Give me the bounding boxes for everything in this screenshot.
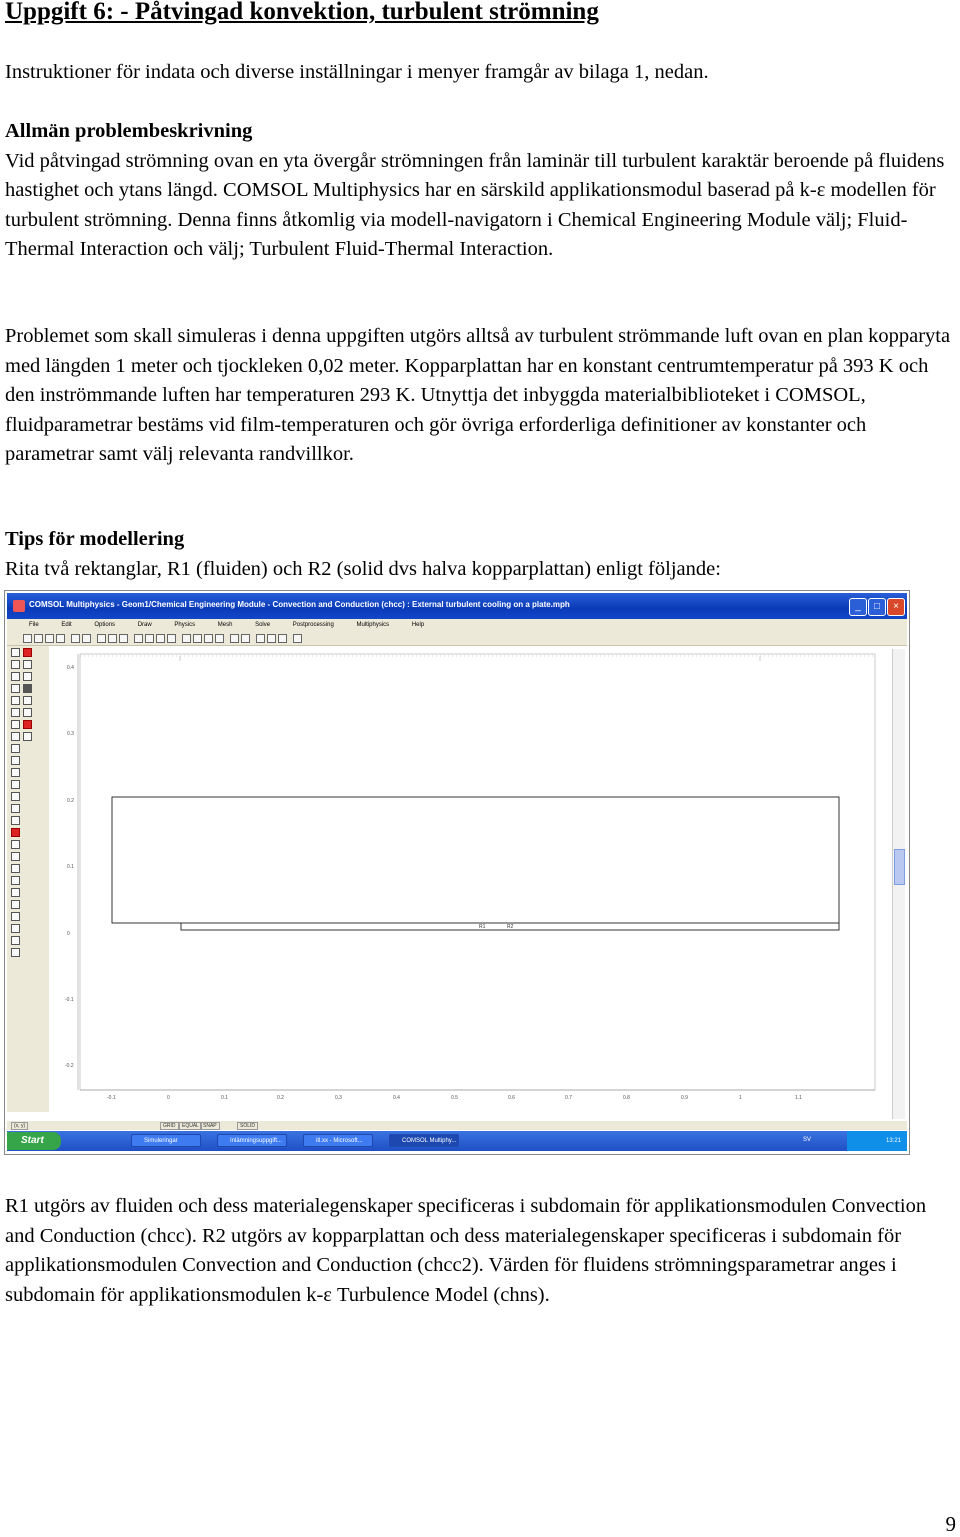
menu-file[interactable]: File [29,622,39,628]
menu-multiphysics[interactable]: Multiphysics [356,622,390,628]
zoom-out-icon[interactable] [267,634,276,643]
undo-icon[interactable] [71,634,80,643]
x-tick-label: 1 [739,1095,742,1101]
start-button[interactable]: Start [7,1132,61,1150]
grid-toggle[interactable]: GRID [160,1122,179,1130]
grid-settings-icon[interactable] [11,888,20,897]
x-tick-label: 0.1 [221,1095,228,1101]
fillet-icon[interactable] [11,852,20,861]
subdomain-mode-icon[interactable] [167,634,176,643]
x-tick-label: -0.1 [107,1095,116,1101]
solid-icon[interactable] [23,684,32,693]
help-icon[interactable] [293,634,302,643]
problem-description-section [5,117,957,265]
taskbar-item[interactable]: COMSOL Multiphy... [389,1134,459,1147]
difference-icon[interactable] [11,732,20,741]
menu-draw[interactable]: Draw [137,622,152,628]
plot-parameters-icon[interactable] [241,634,250,643]
menu-help[interactable]: Help [411,622,425,628]
problem-paragraph: Problemet som skall simuleras i denna uppgiften utgörs alltså av turbulent strömmande luft ovan en plan kopparyta med längden 1 meter och tjockleken 0,02 meter. Kopparplattan har en konstant centrumtemperatur på 393 K och den inströmmande luften har temperaturen 293 K. Utnyttja det inbyggda materialbiblioteket i COMSOL, fluidparametrar bestäms vid film-temperaturen och gör övriga erforderliga definitioner av konstanter och parametrar samt välj relevanta randvillkor. [5,325,951,465]
copy-object-icon[interactable] [11,780,20,789]
print-icon[interactable] [56,634,65,643]
arc-icon[interactable] [23,708,32,717]
save-icon[interactable] [45,634,54,643]
subdomain-paragraph: R1 utgörs av fluiden och dess materialegenskaper specificeras i subdomain för applikationsmodulen Convection and Conduction (chcc). R2 utgörs av kopparplattan och dess materialegenskaper specificeras i subdomain för applikationsmodulen Convection and Conduction (chcc2). Värden för fluidens strömningsparametrar anges i subdomain för applikationsmodulen k-ε Turbulence Model (chns). [5,1195,927,1306]
circle-icon[interactable] [23,672,32,681]
menu-bar [7,619,907,631]
r2-label: R2 [507,924,514,930]
point-icon[interactable] [11,696,20,705]
cut-icon[interactable] [97,634,106,643]
comsol-screenshot [4,590,910,1155]
snap-toggle[interactable]: SNAP [200,1122,220,1130]
maximize-button[interactable]: □ [868,598,886,616]
x-tick-label: 0.8 [623,1095,630,1101]
system-tray [847,1131,907,1151]
plot-icon[interactable] [230,634,239,643]
page-title: Uppgift 6: - Påtvingad konvektion, turbulent strömning [5,0,599,25]
ellipse-icon[interactable] [11,672,20,681]
equal-toggle[interactable]: EQUAL [179,1122,202,1130]
paste-icon[interactable] [119,634,128,643]
intro-paragraph: Instruktioner för indata och diverse inställningar i menyer framgår av bilaga 1, nedan. [5,61,709,83]
curve-icon[interactable] [11,708,20,717]
language-indicator[interactable]: SV [802,1137,811,1143]
y-tick-label: 0.2 [67,798,74,804]
comsol-app-icon [13,600,25,612]
page-number: 9 [945,1512,956,1536]
menu-options[interactable]: Options [94,622,116,628]
move-icon[interactable] [11,792,20,801]
rotate-icon[interactable] [11,804,20,813]
line-icon[interactable] [23,696,32,705]
zoom-extents-icon[interactable] [278,634,287,643]
union-icon[interactable] [11,720,20,729]
boundary-mode-icon[interactable] [156,634,165,643]
y-tick-label: 0.4 [67,665,74,671]
taskbar-item[interactable]: Simuleringar [131,1134,201,1147]
window-titlebar [7,593,907,619]
menu-solve[interactable]: Solve [255,622,271,628]
x-tick-label: 0.4 [393,1095,400,1101]
delete-icon[interactable] [11,828,20,837]
restart-icon[interactable] [215,634,224,643]
draw-mode-icon[interactable] [134,634,143,643]
compose-icon[interactable] [23,732,32,741]
split-icon[interactable] [11,756,20,765]
ellipse-center-icon[interactable] [11,684,20,693]
vertical-scrollbar[interactable] [892,649,905,1119]
revolve-icon[interactable] [11,936,20,945]
intersection-icon[interactable] [23,720,32,729]
redo-icon[interactable] [82,634,91,643]
draw-toolbar [7,646,49,1112]
solve-icon[interactable] [204,634,213,643]
coordinate-readout: (x, y) [11,1122,28,1130]
red-square-icon[interactable] [23,648,32,657]
section-body: Rita två rektanglar, R1 (fluiden) och R2 (solid dvs halva kopparplattan) enligt följande: [5,557,721,580]
y-tick-label: 0.1 [67,864,74,870]
extrude-icon[interactable] [11,924,20,933]
embed-icon[interactable] [11,948,20,957]
x-tick-label: 0.7 [565,1095,572,1101]
axis-icon[interactable] [11,876,20,885]
zoom-in-icon[interactable] [256,634,265,643]
menu-postprocessing[interactable]: Postprocessing [292,622,334,628]
modelling-tips-section [5,525,957,584]
y-tick-label: -0.1 [65,997,74,1003]
tangent-icon[interactable] [11,864,20,873]
minimize-button[interactable]: _ [849,598,867,616]
close-button[interactable]: × [887,598,905,616]
open-icon[interactable] [34,634,43,643]
snap-icon[interactable] [11,900,20,909]
status-bar [7,1121,907,1130]
menu-edit[interactable]: Edit [61,622,72,628]
mesh-icon[interactable] [182,634,191,643]
coerce-icon[interactable] [11,744,20,753]
windows-taskbar [7,1131,907,1151]
window-title: COMSOL Multiphysics - Geom1/Chemical Engineering Module - Convection and Conduction (chcc) : External turbulent cooling on a plate.mph [29,600,570,609]
y-tick-label: 0 [67,931,70,937]
taskbar-item[interactable]: Inlämningsuppgift... [217,1134,287,1147]
square-icon[interactable] [23,660,32,669]
x-tick-label: 1.1 [795,1095,802,1101]
clock: 13:21 [885,1138,901,1144]
geometry-icon[interactable] [11,912,20,921]
copy-icon[interactable] [108,634,117,643]
x-tick-label: 0.5 [451,1095,458,1101]
mirror-icon[interactable] [11,840,20,849]
solid-toggle[interactable]: SOLID [237,1122,258,1130]
section-heading: Allmän problembeskrivning [5,120,253,142]
x-tick-label: 0.3 [335,1095,342,1101]
plot-area [80,654,875,1090]
rectangle-center-icon[interactable] [11,660,20,669]
point-mode-icon[interactable] [145,634,154,643]
x-tick-label: 0.2 [277,1095,284,1101]
x-tick-label: 0.6 [508,1095,515,1101]
r1-label: R1 [479,924,486,930]
x-tick-label: 0 [167,1095,170,1101]
section-heading: Tips för modellering [5,528,185,550]
scale-icon[interactable] [11,816,20,825]
main-toolbar [7,631,907,646]
x-tick-label: 0.9 [681,1095,688,1101]
menu-mesh[interactable]: Mesh [217,622,233,628]
y-tick-label: -0.2 [65,1063,74,1069]
menu-physics[interactable]: Physics [174,622,196,628]
refine-mesh-icon[interactable] [193,634,202,643]
scrollbar-thumb[interactable] [894,849,905,885]
geometry-canvas[interactable] [53,646,883,1118]
rectangle-icon[interactable] [11,648,20,657]
new-icon[interactable] [23,634,32,643]
y-tick-label: 0.3 [67,731,74,737]
array-icon[interactable] [11,768,20,777]
section-body: Vid påtvingad strömning ovan en yta övergår strömningen från laminär till turbulent karaktär beroende på fluidens hastighet och ytans längd. COMSOL Multiphysics har en särskild applikationsmodul baserad på k-ε modellen för turbulent strömning. Denna finns åtkomlig via modell-navigatorn i Chemical Engineering Module välj; Fluid-Thermal Interaction och välj; Turbulent Fluid-Thermal Interaction. [5,149,945,260]
taskbar-item[interactable]: itl.xx - Microsoft... [303,1134,373,1147]
